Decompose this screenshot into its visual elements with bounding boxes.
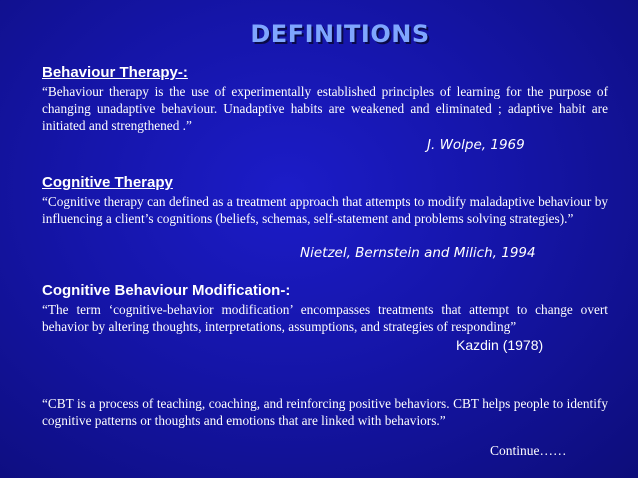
continue-label: Continue…… — [490, 443, 567, 458]
definition-cognitive-therapy: “Cognitive therapy can defined as a treatment approach that attempts to modify maladaptive behaviour by influencing a client’s cognitions (beliefs, schemas, self-statement and problems solving strategies).” — [42, 194, 608, 226]
heading-cognitive-behaviour-modification: Cognitive Behaviour Modification-: — [42, 282, 291, 299]
heading-behaviour-therapy: Behaviour Therapy-: — [42, 64, 188, 81]
citation-wolpe: J. Wolpe, 1969 — [427, 137, 525, 153]
definition-cognitive-behaviour-modification: “The term ‘cognitive-behavior modification’ encompasses treatments that attempt to change overt behavior by altering thoughts, interpretations, assumptions, and strategies of responding” — [42, 302, 608, 334]
citation-nietzel: Nietzel, Bernstein and Milich, 1994 — [300, 245, 536, 261]
citation-kazdin: Kazdin (1978) — [456, 337, 544, 353]
heading-cognitive-therapy: Cognitive Therapy — [42, 174, 173, 191]
cbt-quote: “CBT is a process of teaching, coaching, and reinforcing positive behaviors. CBT helps people to identify cognitive patterns or thoughts and emotions that are linked with behaviors.” — [42, 396, 608, 428]
slide-title: DEFINITIONS — [250, 20, 430, 48]
definition-behaviour-therapy: “Behaviour therapy is the use of experimentally established principles of learning for the purpose of changing unadaptive behaviour. Unadaptive habits are weakened and eliminated ; adaptive habit are initiated and strengthened .” — [42, 84, 608, 133]
